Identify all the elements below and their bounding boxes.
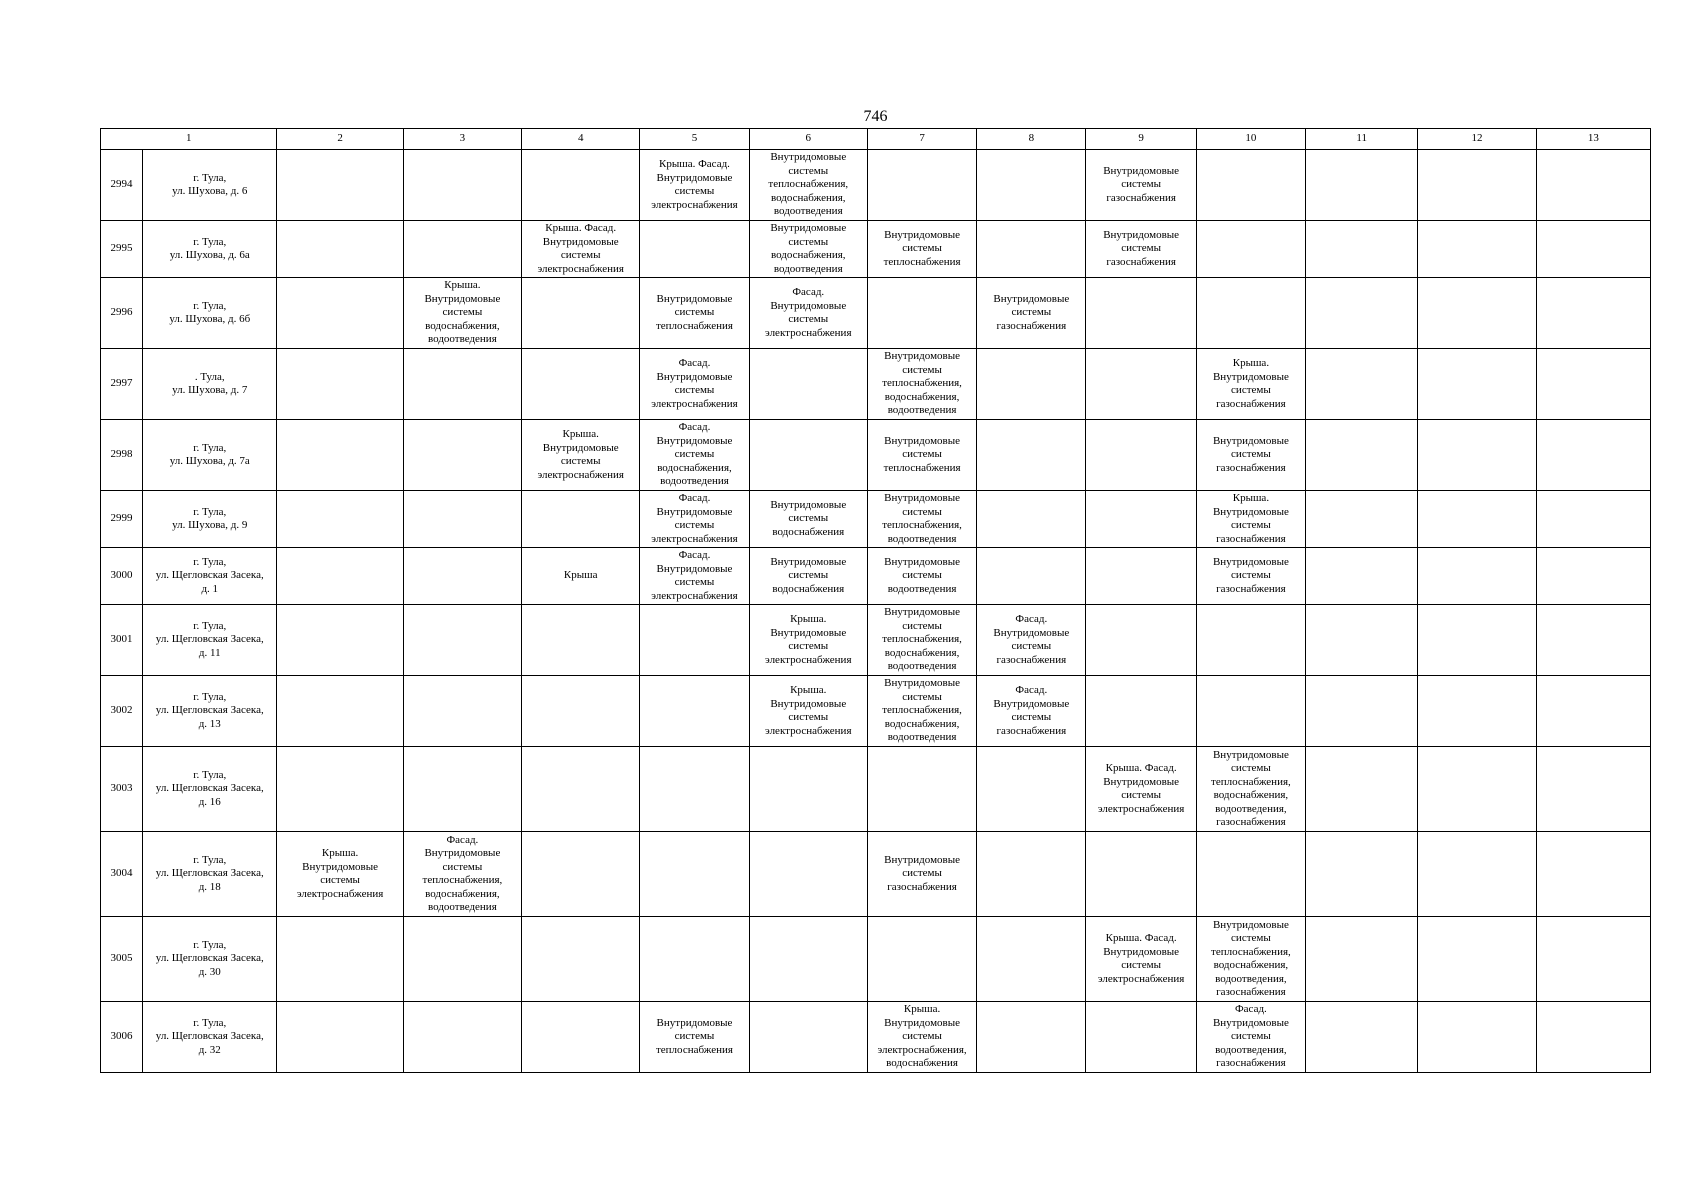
work-cell-col-3	[403, 491, 521, 548]
work-cell-col-10: Внутридомовые системы теплоснабжения, водоснабжения, водоотведения, газоснабжения	[1196, 747, 1305, 832]
column-number-11: 11	[1306, 129, 1418, 150]
work-cell-col-9: Крыша. Фасад. Внутридомовые системы электроснабжения	[1086, 747, 1196, 832]
work-cell-col-2	[277, 747, 403, 832]
work-cell-col-2	[277, 150, 403, 221]
column-number-9: 9	[1086, 129, 1196, 150]
address-cell: г. Тула, ул. Щегловская Засека, д. 11	[143, 605, 277, 676]
work-cell-col-2	[277, 548, 403, 605]
page-number: 746	[863, 108, 888, 125]
work-cell-col-9: Внутридомовые системы газоснабжения	[1086, 150, 1196, 221]
work-cell-col-5: Фасад. Внутридомовые системы электроснабжения	[640, 548, 749, 605]
work-cell-col-8	[977, 747, 1086, 832]
work-cell-col-5: Фасад. Внутридомовые системы электроснабжения	[640, 349, 749, 420]
work-cell-col-4	[522, 747, 640, 832]
work-cell-col-5	[640, 676, 749, 747]
work-cell-col-13	[1536, 349, 1650, 420]
work-cell-col-3	[403, 1002, 521, 1073]
work-cell-col-5	[640, 605, 749, 676]
work-cell-col-3: Крыша. Внутридомовые системы водоснабжения, водоотведения	[403, 278, 521, 349]
work-cell-col-8	[977, 548, 1086, 605]
work-cell-col-2	[277, 605, 403, 676]
work-cell-col-5	[640, 221, 749, 278]
row-number: 3005	[101, 917, 143, 1002]
column-number-2: 2	[277, 129, 403, 150]
work-cell-col-7: Крыша. Внутридомовые системы электроснабжения, водоснабжения	[867, 1002, 976, 1073]
work-cell-col-11	[1306, 420, 1418, 491]
work-cell-col-12	[1418, 605, 1536, 676]
work-cell-col-12	[1418, 491, 1536, 548]
work-cell-col-7: Внутридомовые системы газоснабжения	[867, 832, 976, 917]
work-cell-col-3	[403, 221, 521, 278]
table-row	[101, 548, 1651, 605]
work-cell-col-12	[1418, 548, 1536, 605]
table-row	[101, 917, 1651, 1002]
work-cell-col-11	[1306, 832, 1418, 917]
work-cell-col-10	[1196, 221, 1305, 278]
work-cell-col-7: Внутридомовые системы теплоснабжения	[867, 420, 976, 491]
work-cell-col-12	[1418, 917, 1536, 1002]
work-cell-col-12	[1418, 221, 1536, 278]
address-cell: г. Тула, ул. Щегловская Засека, д. 16	[143, 747, 277, 832]
column-number-10: 10	[1196, 129, 1305, 150]
work-cell-col-13	[1536, 917, 1650, 1002]
work-cell-col-13	[1536, 278, 1650, 349]
work-cell-col-6: Внутридомовые системы водоснабжения, водоотведения	[749, 221, 867, 278]
column-number-1: 1	[101, 129, 277, 150]
row-number: 2995	[101, 221, 143, 278]
work-cell-col-6	[749, 747, 867, 832]
work-cell-col-13	[1536, 150, 1650, 221]
work-cell-col-4: Крыша. Внутридомовые системы электроснабжения	[522, 420, 640, 491]
row-number: 2994	[101, 150, 143, 221]
work-cell-col-7	[867, 917, 976, 1002]
work-cell-col-10	[1196, 676, 1305, 747]
work-cell-col-2	[277, 676, 403, 747]
table-row	[101, 832, 1651, 917]
work-cell-col-5: Фасад. Внутридомовые системы электроснабжения	[640, 491, 749, 548]
work-cell-col-12	[1418, 349, 1536, 420]
address-cell: г. Тула, ул. Щегловская Засека, д. 32	[143, 1002, 277, 1073]
repair-schedule-table	[100, 128, 1651, 1073]
work-cell-col-3	[403, 747, 521, 832]
address-cell: г. Тула, ул. Шухова, д. 7а	[143, 420, 277, 491]
work-cell-col-2	[277, 278, 403, 349]
work-cell-col-5: Внутридомовые системы теплоснабжения	[640, 278, 749, 349]
work-cell-col-9	[1086, 1002, 1196, 1073]
work-cell-col-2	[277, 491, 403, 548]
work-cell-col-10	[1196, 832, 1305, 917]
table-row	[101, 278, 1651, 349]
work-cell-col-13	[1536, 221, 1650, 278]
row-number: 3006	[101, 1002, 143, 1073]
row-number: 2997	[101, 349, 143, 420]
work-cell-col-10: Внутридомовые системы газоснабжения	[1196, 420, 1305, 491]
work-cell-col-13	[1536, 605, 1650, 676]
work-cell-col-8	[977, 917, 1086, 1002]
work-cell-col-11	[1306, 491, 1418, 548]
work-cell-col-12	[1418, 1002, 1536, 1073]
work-cell-col-9	[1086, 420, 1196, 491]
work-cell-col-4: Крыша. Фасад. Внутридомовые системы электроснабжения	[522, 221, 640, 278]
work-cell-col-4	[522, 349, 640, 420]
work-cell-col-13	[1536, 491, 1650, 548]
work-cell-col-12	[1418, 747, 1536, 832]
work-cell-col-11	[1306, 349, 1418, 420]
table-row	[101, 420, 1651, 491]
column-number-row	[101, 129, 1651, 150]
table-row	[101, 676, 1651, 747]
address-cell: г. Тула, ул. Шухова, д. 9	[143, 491, 277, 548]
work-cell-col-4	[522, 605, 640, 676]
work-cell-col-10: Крыша. Внутридомовые системы газоснабжения	[1196, 349, 1305, 420]
work-cell-col-6	[749, 1002, 867, 1073]
column-number-7: 7	[867, 129, 976, 150]
work-cell-col-2	[277, 917, 403, 1002]
work-cell-col-12	[1418, 676, 1536, 747]
row-number: 3004	[101, 832, 143, 917]
work-cell-col-5	[640, 747, 749, 832]
row-number: 3002	[101, 676, 143, 747]
work-cell-col-11	[1306, 548, 1418, 605]
work-cell-col-10	[1196, 278, 1305, 349]
row-number: 2999	[101, 491, 143, 548]
work-cell-col-4	[522, 150, 640, 221]
column-number-5: 5	[640, 129, 749, 150]
work-cell-col-8	[977, 420, 1086, 491]
work-cell-col-13	[1536, 676, 1650, 747]
work-cell-col-11	[1306, 747, 1418, 832]
column-number-3: 3	[403, 129, 521, 150]
column-number-8: 8	[977, 129, 1086, 150]
address-cell: г. Тула, ул. Щегловская Засека, д. 18	[143, 832, 277, 917]
work-cell-col-6: Внутридомовые системы водоснабжения	[749, 491, 867, 548]
work-cell-col-10	[1196, 150, 1305, 221]
row-number: 3001	[101, 605, 143, 676]
work-cell-col-7	[867, 747, 976, 832]
work-cell-col-10	[1196, 605, 1305, 676]
column-number-6: 6	[749, 129, 867, 150]
work-cell-col-2	[277, 221, 403, 278]
work-cell-col-7: Внутридомовые системы теплоснабжения, водоснабжения, водоотведения	[867, 676, 976, 747]
work-cell-col-10: Внутридомовые системы теплоснабжения, водоснабжения, водоотведения, газоснабжения	[1196, 917, 1305, 1002]
row-number: 2996	[101, 278, 143, 349]
work-cell-col-7: Внутридомовые системы теплоснабжения	[867, 221, 976, 278]
work-cell-col-13	[1536, 832, 1650, 917]
row-number: 2998	[101, 420, 143, 491]
work-cell-col-5	[640, 832, 749, 917]
work-cell-col-12	[1418, 420, 1536, 491]
work-cell-col-10: Крыша. Внутридомовые системы газоснабжения	[1196, 491, 1305, 548]
work-cell-col-7: Внутридомовые системы теплоснабжения, водоотведения	[867, 491, 976, 548]
work-cell-col-10: Внутридомовые системы газоснабжения	[1196, 548, 1305, 605]
work-cell-col-8	[977, 221, 1086, 278]
work-cell-col-2	[277, 1002, 403, 1073]
work-cell-col-5: Фасад. Внутридомовые системы водоснабжения, водоотведения	[640, 420, 749, 491]
work-cell-col-9	[1086, 278, 1196, 349]
work-cell-col-7	[867, 278, 976, 349]
work-cell-col-2	[277, 420, 403, 491]
work-cell-col-9	[1086, 832, 1196, 917]
work-cell-col-4	[522, 278, 640, 349]
work-cell-col-6: Внутридомовые системы водоснабжения	[749, 548, 867, 605]
work-cell-col-3: Фасад. Внутридомовые системы теплоснабжения, водоснабжения, водоотведения	[403, 832, 521, 917]
work-cell-col-4	[522, 917, 640, 1002]
work-cell-col-3	[403, 420, 521, 491]
table-row	[101, 221, 1651, 278]
address-cell: г. Тула, ул. Щегловская Засека, д. 13	[143, 676, 277, 747]
work-cell-col-4	[522, 832, 640, 917]
column-number-12: 12	[1418, 129, 1536, 150]
work-cell-col-11	[1306, 1002, 1418, 1073]
work-cell-col-13	[1536, 548, 1650, 605]
work-cell-col-6	[749, 917, 867, 1002]
table-row	[101, 150, 1651, 221]
work-cell-col-9: Крыша. Фасад. Внутридомовые системы электроснабжения	[1086, 917, 1196, 1002]
work-cell-col-5: Внутридомовые системы теплоснабжения	[640, 1002, 749, 1073]
row-number: 3000	[101, 548, 143, 605]
work-cell-col-6: Крыша. Внутридомовые системы электроснабжения	[749, 605, 867, 676]
work-cell-col-3	[403, 605, 521, 676]
work-cell-col-10: Фасад. Внутридомовые системы водоотведения, газоснабжения	[1196, 1002, 1305, 1073]
work-cell-col-8	[977, 349, 1086, 420]
work-cell-col-11	[1306, 150, 1418, 221]
work-cell-col-8: Фасад. Внутридомовые системы газоснабжения	[977, 605, 1086, 676]
work-cell-col-11	[1306, 605, 1418, 676]
address-cell: . Тула, ул. Шухова, д. 7	[143, 349, 277, 420]
work-cell-col-5: Крыша. Фасад. Внутридомовые системы электроснабжения	[640, 150, 749, 221]
work-cell-col-8	[977, 832, 1086, 917]
work-cell-col-4	[522, 1002, 640, 1073]
work-cell-col-3	[403, 917, 521, 1002]
work-cell-col-6	[749, 420, 867, 491]
work-cell-col-4	[522, 491, 640, 548]
work-cell-col-3	[403, 676, 521, 747]
address-cell: г. Тула, ул. Шухова, д. 6б	[143, 278, 277, 349]
work-cell-col-3	[403, 150, 521, 221]
table-row	[101, 349, 1651, 420]
work-cell-col-6: Фасад. Внутридомовые системы электроснабжения	[749, 278, 867, 349]
work-cell-col-7: Внутридомовые системы теплоснабжения, водоснабжения, водоотведения	[867, 349, 976, 420]
address-cell: г. Тула, ул. Щегловская Засека, д. 30	[143, 917, 277, 1002]
work-cell-col-7	[867, 150, 976, 221]
work-cell-col-8	[977, 491, 1086, 548]
work-cell-col-9: Внутридомовые системы газоснабжения	[1086, 221, 1196, 278]
table-row	[101, 605, 1651, 676]
work-cell-col-12	[1418, 278, 1536, 349]
work-cell-col-11	[1306, 278, 1418, 349]
work-cell-col-6: Крыша. Внутридомовые системы электроснабжения	[749, 676, 867, 747]
work-cell-col-3	[403, 349, 521, 420]
work-cell-col-4: Крыша	[522, 548, 640, 605]
work-cell-col-7: Внутридомовые системы теплоснабжения, водоснабжения, водоотведения	[867, 605, 976, 676]
work-cell-col-9	[1086, 548, 1196, 605]
work-cell-col-4	[522, 676, 640, 747]
work-cell-col-9	[1086, 676, 1196, 747]
work-cell-col-3	[403, 548, 521, 605]
work-cell-col-8	[977, 150, 1086, 221]
work-cell-col-9	[1086, 349, 1196, 420]
work-cell-col-9	[1086, 491, 1196, 548]
work-cell-col-5	[640, 917, 749, 1002]
address-cell: г. Тула, ул. Шухова, д. 6а	[143, 221, 277, 278]
column-number-13: 13	[1536, 129, 1650, 150]
work-cell-col-7: Внутридомовые системы водоотведения	[867, 548, 976, 605]
work-cell-col-9	[1086, 605, 1196, 676]
work-cell-col-11	[1306, 917, 1418, 1002]
address-cell: г. Тула, ул. Щегловская Засека, д. 1	[143, 548, 277, 605]
work-cell-col-8	[977, 1002, 1086, 1073]
work-cell-col-6	[749, 832, 867, 917]
work-cell-col-11	[1306, 676, 1418, 747]
work-cell-col-12	[1418, 832, 1536, 917]
work-cell-col-13	[1536, 1002, 1650, 1073]
work-cell-col-6: Внутридомовые системы теплоснабжения, водоснабжения, водоотведения	[749, 150, 867, 221]
table-row	[101, 491, 1651, 548]
work-cell-col-6	[749, 349, 867, 420]
table-row	[101, 1002, 1651, 1073]
address-cell: г. Тула, ул. Шухова, д. 6	[143, 150, 277, 221]
work-cell-col-2	[277, 349, 403, 420]
work-cell-col-2: Крыша. Внутридомовые системы электроснабжения	[277, 832, 403, 917]
work-cell-col-12	[1418, 150, 1536, 221]
work-cell-col-8: Фасад. Внутридомовые системы газоснабжения	[977, 676, 1086, 747]
work-cell-col-11	[1306, 221, 1418, 278]
row-number: 3003	[101, 747, 143, 832]
work-cell-col-8: Внутридомовые системы газоснабжения	[977, 278, 1086, 349]
column-number-4: 4	[522, 129, 640, 150]
work-cell-col-13	[1536, 420, 1650, 491]
table-row	[101, 747, 1651, 832]
work-cell-col-13	[1536, 747, 1650, 832]
